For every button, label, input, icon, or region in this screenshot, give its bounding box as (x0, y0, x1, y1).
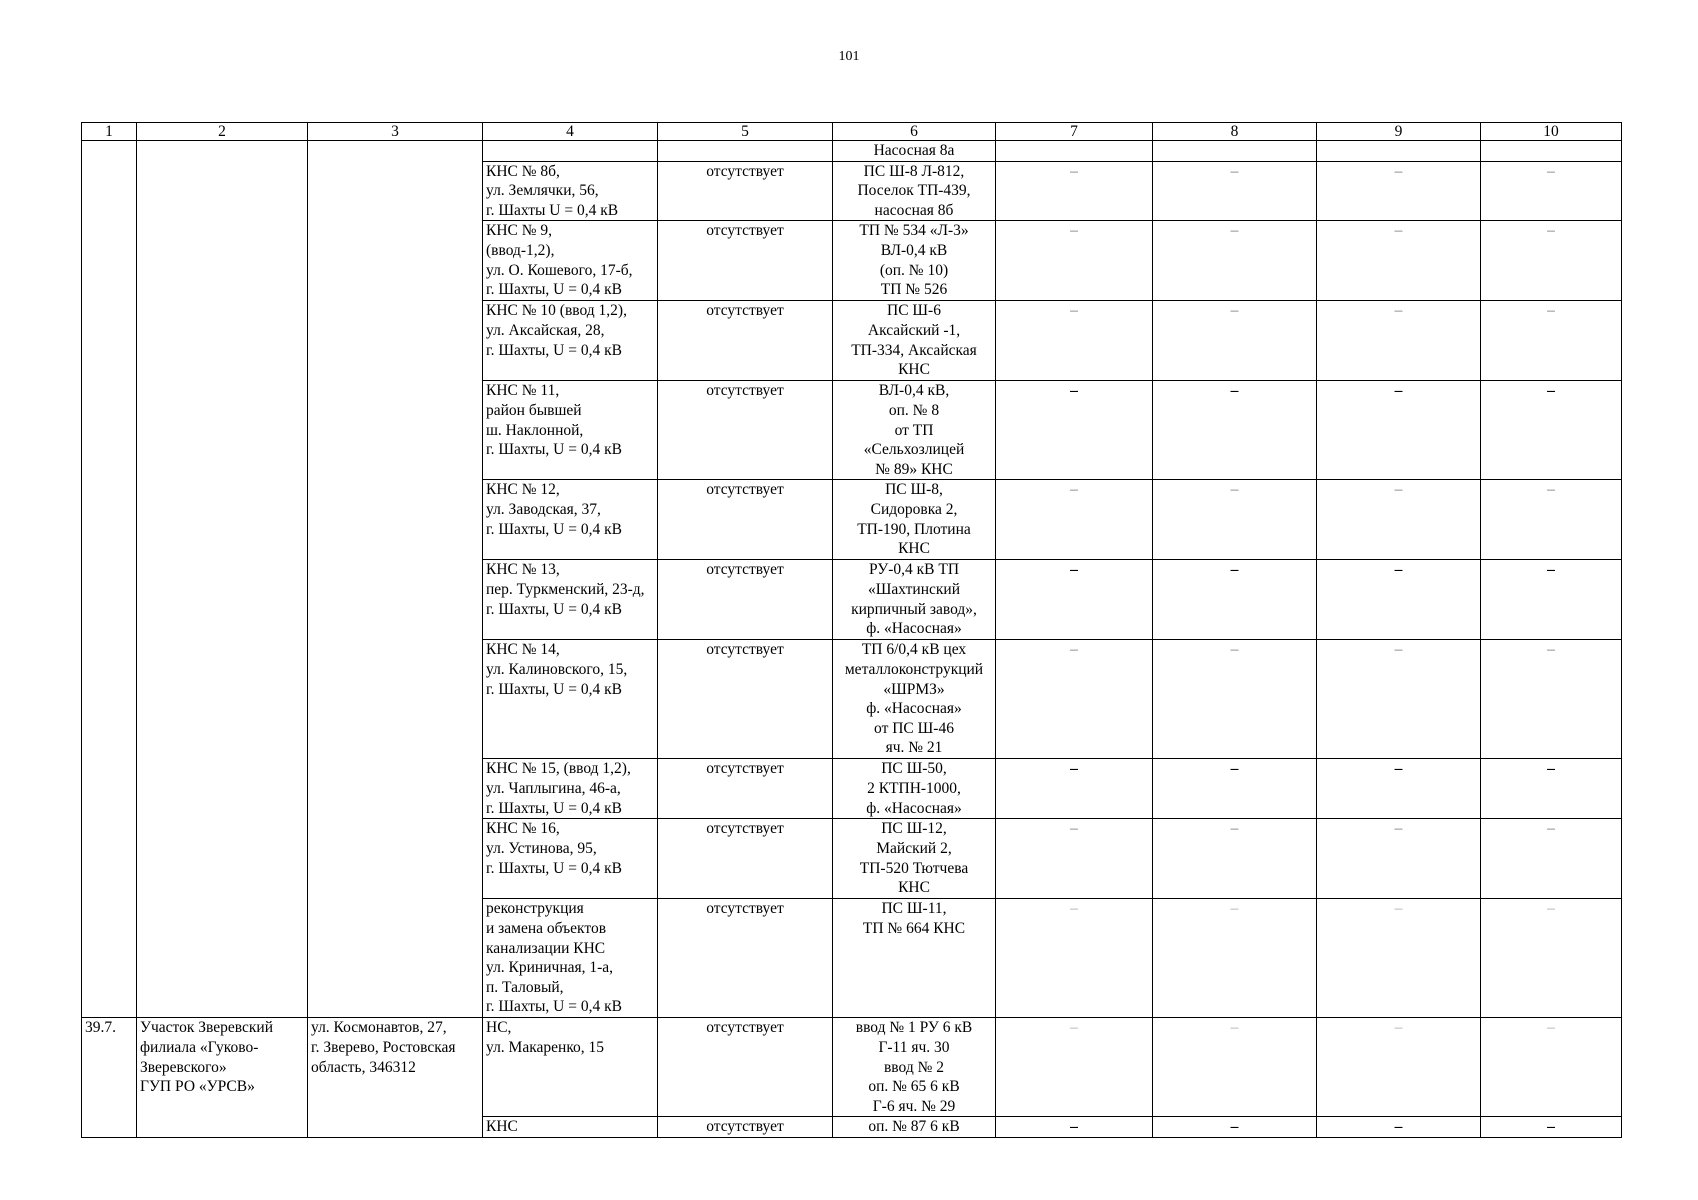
table-cell-connection: ВЛ-0,4 кВ, оп. № 8 от ТП «Сельхозлицей № 89» КНС (833, 381, 996, 480)
table-cell-dash: – (1153, 381, 1317, 480)
table-cell-dash: – (996, 221, 1153, 301)
table-cell-dash: – (996, 381, 1153, 480)
table-cell-object: реконструкция и замена объектов канализации КНС ул. Криничная, 1-а, п. Таловый, г. Шахты, U = 0,4 кВ (483, 899, 658, 1018)
table-cell-dash: – (1481, 819, 1622, 899)
table-cell-connection: ПС Ш-50, 2 КТПН-1000, ф. «Насосная» (833, 759, 996, 819)
table-cell-dash: – (1481, 480, 1622, 560)
table-cell-object: КНС № 15, (ввод 1,2), ул. Чаплыгина, 46-а, г. Шахты, U = 0,4 кВ (483, 759, 658, 819)
header-cell: 6 (833, 123, 996, 141)
table-cell-dash: – (1153, 819, 1317, 899)
table-cell-status: отсутствует (658, 899, 833, 1018)
header-row (82, 123, 1622, 141)
section-number: 39.7. (82, 1018, 137, 1138)
section-address: ул. Космонавтов, 27, г. Зверево, Ростовская область, 346312 (308, 1018, 483, 1138)
table-cell-dash: – (1481, 161, 1622, 221)
table-cell-dash: – (1481, 221, 1622, 301)
header-cell: 7 (996, 123, 1153, 141)
table-cell-dash: – (1317, 560, 1481, 640)
table-cell-dash: – (996, 640, 1153, 759)
table-cell (996, 141, 1153, 162)
table-cell-dash: – (1153, 480, 1317, 560)
header-cell: 2 (137, 123, 308, 141)
table-cell-dash: – (1481, 759, 1622, 819)
table-cell-dash: – (1317, 1117, 1481, 1138)
table-cell-dash: – (1317, 301, 1481, 381)
section-organization: Участок Зверевский филиала «Гуково- Зверевского» ГУП РО «УРСВ» (137, 1018, 308, 1138)
table-cell-object: КНС № 14, ул. Калиновского, 15, г. Шахты, U = 0,4 кВ (483, 640, 658, 759)
table-cell-object: КНС № 16, ул. Устинова, 95, г. Шахты, U = 0,4 кВ (483, 819, 658, 899)
table-cell (1317, 141, 1481, 162)
table-cell-dash: – (1481, 1018, 1622, 1117)
table-cell-dash: – (1153, 161, 1317, 221)
table-cell-dash: – (1317, 480, 1481, 560)
header-cell: 5 (658, 123, 833, 141)
table-cell-dash: – (996, 480, 1153, 560)
table-cell-object: КНС № 10 (ввод 1,2), ул. Аксайская, 28, г. Шахты, U = 0,4 кВ (483, 301, 658, 381)
table-cell-status: отсутствует (658, 221, 833, 301)
table-cell-status: отсутствует (658, 819, 833, 899)
table-cell-dash: – (1317, 221, 1481, 301)
table-cell-status: отсутствует (658, 1018, 833, 1117)
table-cell-dash: – (1153, 301, 1317, 381)
table-cell-dash: – (1317, 899, 1481, 1018)
table-cell-dash: – (1317, 161, 1481, 221)
table-cell-status: отсутствует (658, 381, 833, 480)
table-cell-status: отсутствует (658, 759, 833, 819)
table-cell-dash: – (1153, 1018, 1317, 1117)
table-cell-status: отсутствует (658, 640, 833, 759)
table-cell-dash: – (1153, 640, 1317, 759)
table-cell-connection: ТП № 534 «Л-3» ВЛ-0,4 кВ (оп. № 10) ТП № 526 (833, 221, 996, 301)
table-cell-dash: – (996, 759, 1153, 819)
table-cell-dash: – (1481, 560, 1622, 640)
table-cell-connection: оп. № 87 6 кВ (833, 1117, 996, 1138)
table-cell-status: отсутствует (658, 1117, 833, 1138)
table-cell-dash: – (996, 161, 1153, 221)
table-cell-connection: Насосная 8а (833, 141, 996, 162)
table-cell-dash: – (1317, 640, 1481, 759)
table-cell-dash: – (1153, 221, 1317, 301)
table-cell-connection: ПС Ш-8 Л-812, Поселок ТП-439, насосная 8б (833, 161, 996, 221)
table-cell-dash: – (1153, 1117, 1317, 1138)
table-cell-dash: – (1317, 819, 1481, 899)
header-cell: 1 (82, 123, 137, 141)
table-cell-object: КНС (483, 1117, 658, 1138)
table-cell-dash: – (996, 1117, 1153, 1138)
table-cell-object: НС, ул. Макаренко, 15 (483, 1018, 658, 1117)
header-cell: 8 (1153, 123, 1317, 141)
table-cell-dash: – (1481, 381, 1622, 480)
page-number: 101 (838, 49, 860, 64)
table-cell-object: КНС № 13, пер. Туркменский, 23-д, г. Шахты, U = 0,4 кВ (483, 560, 658, 640)
table-cell (1481, 141, 1622, 162)
table-cell-connection: ПС Ш-6 Аксайский -1, ТП-334, Аксайская КНС (833, 301, 996, 381)
table-cell-status: отсутствует (658, 161, 833, 221)
table-cell-dash: – (1317, 759, 1481, 819)
table-cell-dash: – (1153, 759, 1317, 819)
table-cell-connection: ПС Ш-12, Майский 2, ТП-520 Тютчева КНС (833, 819, 996, 899)
table-cell-dash: – (1481, 1117, 1622, 1138)
table-cell-dash: – (996, 899, 1153, 1018)
table-cell (483, 141, 658, 162)
header-cell: 9 (1317, 123, 1481, 141)
table-cell-object: КНС № 9, (ввод-1,2), ул. О. Кошевого, 17-б, г. Шахты, U = 0,4 кВ (483, 221, 658, 301)
table-cell-dash: – (1481, 640, 1622, 759)
table-cell-status: отсутствует (658, 301, 833, 381)
table-cell (308, 141, 483, 1018)
table-cell-connection: ввод № 1 РУ 6 кВ Г-11 яч. 30 ввод № 2 оп. № 65 6 кВ Г-6 яч. № 29 (833, 1018, 996, 1117)
table-cell (658, 141, 833, 162)
table-cell-dash: – (1481, 301, 1622, 381)
table-cell-dash: – (1317, 381, 1481, 480)
table-cell-object: КНС № 12, ул. Заводская, 37, г. Шахты, U = 0,4 кВ (483, 480, 658, 560)
table-cell-connection: ПС Ш-11, ТП № 664 КНС (833, 899, 996, 1018)
table-cell (82, 141, 137, 1018)
table-cell-dash: – (996, 1018, 1153, 1117)
infrastructure-table (81, 122, 1622, 1138)
table-cell (1153, 141, 1317, 162)
header-cell: 10 (1481, 123, 1622, 141)
table-row-section (82, 1018, 1622, 1117)
table-cell-dash: – (1481, 899, 1622, 1018)
table-cell-status: отсутствует (658, 560, 833, 640)
table-cell-dash: – (1153, 560, 1317, 640)
table-cell-dash: – (996, 560, 1153, 640)
table-cell-dash: – (996, 301, 1153, 381)
table-cell-dash: – (1317, 1018, 1481, 1117)
table-cell-dash: – (996, 819, 1153, 899)
table-cell-dash: – (1153, 899, 1317, 1018)
table-cell-object: КНС № 11, район бывшей ш. Наклонной, г. Шахты, U = 0,4 кВ (483, 381, 658, 480)
header-cell: 4 (483, 123, 658, 141)
table-cell-status: отсутствует (658, 480, 833, 560)
table-cell-object: КНС № 8б, ул. Землячки, 56, г. Шахты U = 0,4 кВ (483, 161, 658, 221)
table-cell-connection: ТП 6/0,4 кВ цех металлоконструкций «ШРМЗ» ф. «Насосная» от ПС Ш-46 яч. № 21 (833, 640, 996, 759)
table-cell-connection: ПС Ш-8, Сидоровка 2, ТП-190, Плотина КНС (833, 480, 996, 560)
table-cell (137, 141, 308, 1018)
table-cell-connection: РУ-0,4 кВ ТП «Шахтинский кирпичный завод», ф. «Насосная» (833, 560, 996, 640)
continuation-row (82, 141, 1622, 162)
header-cell: 3 (308, 123, 483, 141)
